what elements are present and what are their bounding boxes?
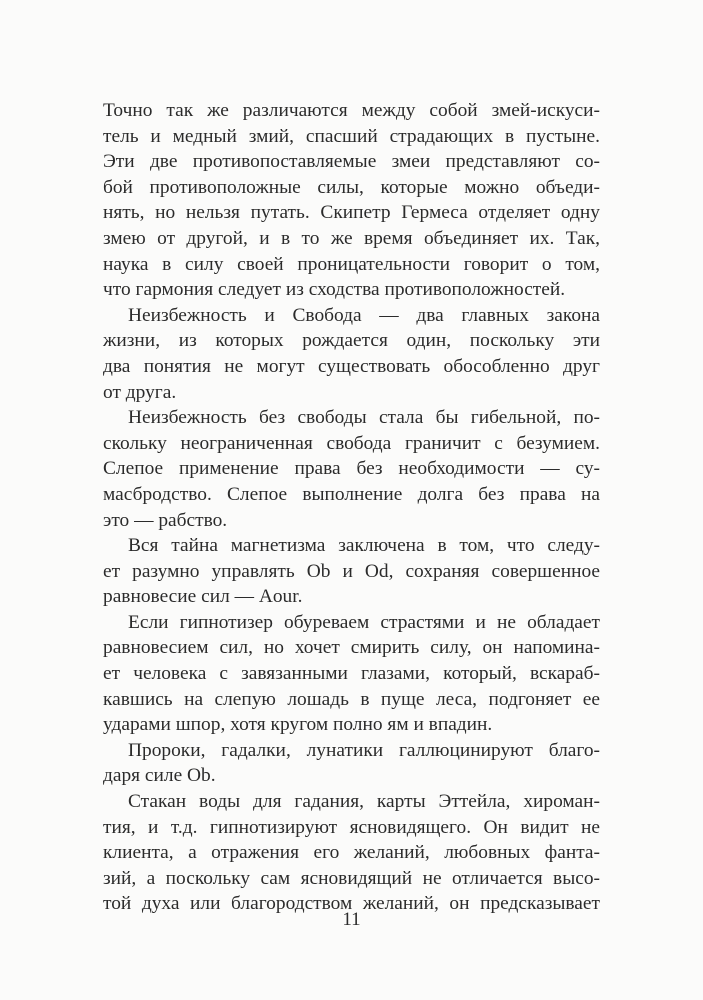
text-line: от друга. (103, 381, 177, 403)
text-line: жизни, из которых рождается один, поскольку эти (103, 330, 600, 352)
text-line: это — рабство. (103, 509, 228, 531)
text-line: равновесие сил — Aour. (103, 586, 303, 608)
text-line: ет человека с завязанными глазами, который, вскараб- (103, 663, 600, 685)
text-line: Эти две противопоставляемые змеи представляют со- (103, 151, 600, 173)
text-line: Неизбежность и Свобода — два главных закона (128, 304, 600, 326)
text-line: даря силе Ob. (103, 765, 216, 787)
text-line: ударами шпор, хотя кругом полно ям и впадин. (103, 714, 493, 736)
text-line: наука в силу своей проницательности говорит о том, (103, 253, 600, 275)
text-line: зий, а поскольку сам ясновидящий не отличается высо- (103, 867, 600, 889)
body-text (103, 98, 600, 917)
text-line: бой противоположные силы, которые можно объеди- (103, 176, 600, 198)
text-line: ет разумно управлять Ob и Od, сохраняя совершенное (103, 560, 600, 582)
text-line: той духа или благородством желаний, он предсказывает (103, 893, 600, 915)
text-line: кавшись на слепую лошадь в пуще леса, подгоняет ее (103, 688, 600, 710)
text-line: Вся тайна магнетизма заключена в том, что следу- (128, 535, 600, 557)
text-line: клиента, а отражения его желаний, любовных фанта- (103, 842, 600, 864)
text-line: Пророки, гадалки, лунатики галлюцинируют благо- (128, 739, 600, 761)
text-line: тель и медный змий, спасший страдающих в пустыне. (103, 125, 600, 147)
text-line: Неизбежность без свободы стала бы гибельной, по- (128, 407, 600, 429)
text-line: тия, и т.д. гипнотизируют ясновидящего. Он видит не (103, 816, 600, 838)
text-line: змею от другой, и в то же время объединяет их. Так, (103, 227, 600, 249)
text-line: Если гипнотизер обуреваем страстями и не обладает (128, 611, 600, 633)
text-line: нять, но нельзя путать. Скипетр Гермеса отделяет одну (103, 202, 600, 224)
text-line: Точно так же различаются между собой змей-искуси- (103, 100, 600, 121)
text-line: два понятия не могут существовать обособленно друг (103, 355, 600, 377)
text-line: Стакан воды для гадания, карты Эттейла, хироман- (128, 791, 600, 813)
text-line: скольку неограниченная свобода граничит с безумием. (103, 432, 600, 454)
text-line: масбродство. Слепое выполнение долга без права на (103, 483, 600, 505)
page-number: 11 (342, 909, 361, 930)
text-line: что гармония следует из сходства противоположностей. (103, 279, 566, 301)
text-line: Слепое применение права без необходимости — су- (103, 458, 600, 480)
text-line: равновесием сил, но хочет смирить силу, он напомина- (103, 637, 600, 659)
